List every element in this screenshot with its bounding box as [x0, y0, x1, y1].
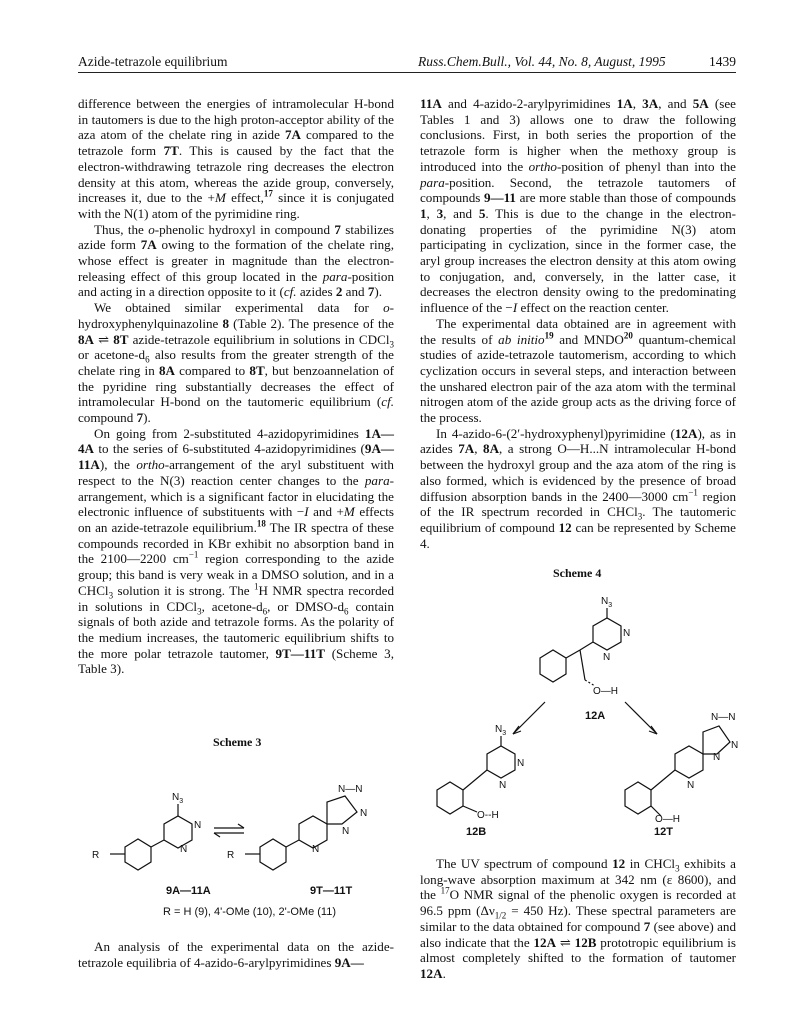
svg-text:O--H: O--H — [477, 810, 499, 821]
right-column-tail — [420, 856, 736, 982]
pyrimidine-ring — [593, 618, 621, 650]
svg-text:N: N — [687, 780, 695, 791]
svg-text:N: N — [603, 652, 611, 663]
scheme-4-label-12a: 12A — [585, 710, 606, 722]
benzene-ring — [625, 782, 651, 814]
benzene-ring — [437, 782, 463, 814]
svg-text:N: N — [194, 820, 202, 831]
pyrimidine-ring — [487, 746, 515, 778]
pyrimidine-ring — [675, 746, 703, 778]
svg-text:N3: $N_3$ — [172, 792, 184, 805]
svg-text:N: N — [713, 752, 721, 763]
page-number: 1439 — [709, 54, 736, 69]
benzene-ring — [125, 839, 151, 870]
header-journal: Russ.Chem.Bull., Vol. 44, No. 8, August, 1995 — [418, 54, 666, 69]
benzene-ring — [260, 839, 286, 870]
svg-text:N—N: N—N — [711, 712, 736, 723]
paragraph: Thus, the o-phenolic hydroxyl in compound 7 stabilizes azide form 7A owing to the formation of the chelate ring, whose effect is greater in magnitude than the electron-releasing effect of this group located in the para-position and acting in a direction opposite to it (cf. azides 2 and 7). — [78, 221, 395, 300]
scheme-3-substituents: R = H (9), 4'-OMe (10), 2'-OMe (11) — [163, 906, 337, 918]
svg-text:N: N — [342, 826, 350, 837]
svg-text:N—N: N—N — [338, 784, 363, 795]
pyrimidine-ring — [164, 816, 192, 848]
scheme-3-label-a: 9A—11A — [166, 885, 211, 897]
scheme-4-title: Scheme 4 — [553, 566, 602, 580]
scheme-4-label-12t: 12T — [654, 826, 673, 838]
paragraph: We obtained similar experimental data for o-hydroxyphenylquinazoline 8 (Table 2). The presence of the 8A ⇌ 8T azide-tetrazole equilibrium in solutions in CDCl$_3$ or acetone-$d_6$ also results from the greater strength of the chelate ring in 8A compared to 8T, but benzoannelation of the pyridine ring substantially decreases the effect of intramolecular H-bond on the tautomeric equilibrium (cf. compound 7). — [78, 300, 394, 426]
running-header — [78, 52, 736, 73]
svg-text:R: R — [227, 850, 235, 861]
tetrazole-ring — [327, 796, 357, 824]
svg-text:N3: $N_3$ — [601, 596, 613, 609]
scheme-3-title: Scheme 3 — [213, 735, 262, 749]
svg-text:N3: $N_3$ — [495, 724, 507, 737]
svg-text:N: N — [517, 758, 525, 769]
svg-text:N: N — [499, 780, 507, 791]
header-title: Azide-tetrazole equilibrium — [78, 54, 228, 69]
left-column-tail — [78, 939, 394, 970]
scheme-3-label-t: 9T—11T — [310, 885, 353, 897]
left-column — [78, 96, 394, 677]
tetrazole-ring — [703, 726, 730, 754]
benzene-ring — [540, 650, 566, 682]
svg-text:O—H: O—H — [655, 814, 680, 825]
svg-text:N: N — [360, 808, 368, 819]
right-column — [420, 96, 736, 551]
paragraph: difference between the energies of intramolecular H-bond in tautomers is due to the high proton-acceptor ability of the aza atom of the chelate ring in azide 7A compared to the tetrazole form 7T. This is caused by the fact that the electron-withdrawing tetrazole ring decreases the electron density at this atom, whereas the azide group, conversely, increases it, due to the +M effect,$^{17}$ since it is conjugated with the N(1) atom of the pyrimidine ring. — [78, 96, 395, 221]
paragraph: 11A and 4-azido-2-arylpyrimidines 1A, 3A, and 5A (see Tables 1 and 3) allows one to draw the following conclusions. First, in both series the proportion of the tetrazole form is higher when the methoxy group is introduced into the ortho-position of phenyl than into the para-position. Second, the tetrazole tautomers of compounds 9—11 are more stable than those of compounds 1, 3, and 5. This is due to the change in the electron-donating properties of the pyrimidine N(3) atom participating in cyclization, since in the former case, the aryl group increases the electron density at this atom owing to conjugation, and, conversely, in the latter case, it decreases the electron density owing to the predominating influence of the −I effect on the reaction center. — [420, 96, 737, 316]
paragraph: An analysis of the experimental data on the azide-tetrazole equilibria of 4-azido-6-arylpyrimidines 9A— — [78, 939, 394, 970]
svg-text:O—H: O—H — [593, 686, 618, 697]
paragraph: The experimental data obtained are in agreement with the results of ab initio$^{19}$ and MNDO$^{20}$ quantum-chemical studies of azide-tetrazole tautomerism, according to which cyclization occurs in several steps, and interaction between the unshared electron pair of the aza atom with the terminal nitrogen atom of the azide group acts as the driving force of the process. — [420, 315, 737, 426]
scheme-3-figure — [80, 752, 400, 882]
svg-text:N: N — [180, 844, 188, 855]
svg-text:N: N — [623, 628, 631, 639]
paragraph: The UV spectrum of compound 12 in CHCl$_3$ exhibits a long-wave absorption maximum at 342 nm (ε 8600), and the $^{17}$O NMR signal of the phenolic oxygen is recorded at 96.5 ppm ($\Delta\nu_{1/2} = 450$ Hz). These spectral parameters are similar to the data obtained for compound 7 (see above) and also indicate that the 12A ⇌ 12B prototropic equilibrium is almost completely shifted to the formation of tautomer 12A. — [420, 856, 736, 981]
paragraph: On going from 2-substituted 4-azidopyrimidines 1A—4A to the series of 6-substituted 4-azidopyrimidines (9A—11A), the ortho-arrangement of the aryl substituent with respect to the N(3) reaction center changes to the para-arrangement, which is a significant factor in elucidating the electronic influence of substituents with −I and +M effects on an azide-tetrazole equilibrium.$^{18}$ The IR spectra of these compounds recorded in KBr exhibit no absorption band in the 2100—2200 $cm^{-1}$ region corresponding to the azide group; this band is very weak in a DMSO solution, and in a CHCl$_3$ solution it is strong. The $^1$H NMR spectra recorded in solutions in CDCl$_3$, acetone-$d_6$, or DMSO-$d_6$ contain signals of both azide and tetrazole forms. As the polarity of the medium increases, the tautomeric equilibrium shifts to the more polar tetrazole tautomer, 9T—11T (Scheme 3, Table 3). — [78, 425, 395, 677]
paragraph: In 4-azido-6-(2′-hydroxyphenyl)pyrimidine (12A), as in azides 7A, 8A, a strong O—H...N intramolecular H-bond between the hydroxyl group and the aza atom of the ring is also formed, which is evidenced by the presence of broad diffusion absorption bands in the 2400—3000 $cm^{-1}$ region of the IR spectrum recorded in CHCl$_3$. The tautomeric equilibrium of compound 12 can be represented by Scheme 4. — [420, 425, 736, 551]
scheme-4-label-12b: 12B — [466, 826, 487, 838]
svg-text:N: N — [731, 740, 739, 751]
svg-text:N: N — [312, 844, 320, 855]
svg-text:R: R — [92, 850, 100, 861]
